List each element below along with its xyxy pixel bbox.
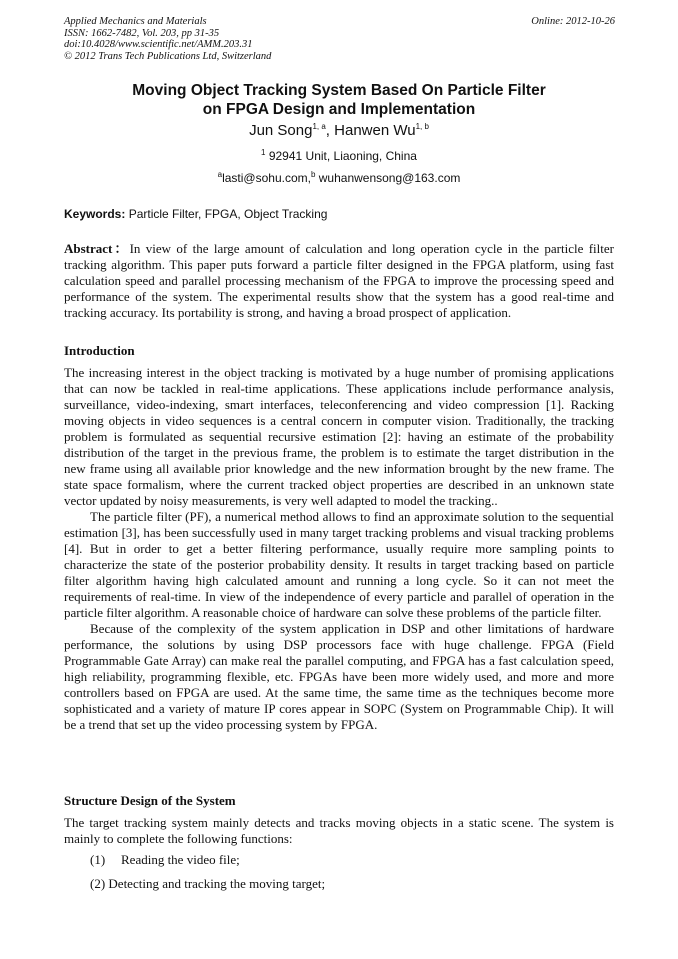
email-b[interactable]: wuhanwensong@163.com (315, 171, 461, 185)
list-item: (2) Detecting and tracking the moving target; (90, 876, 326, 891)
author-2-sup: 1, b (415, 122, 429, 131)
title-line-2: on FPGA Design and Implementation (202, 101, 476, 118)
section-heading-introduction: Introduction (64, 343, 135, 358)
email-a[interactable]: lasti@sohu.com, (222, 171, 311, 185)
affiliation-text: 92941 Unit, Liaoning, China (265, 149, 417, 163)
structure-body (64, 815, 614, 847)
paper-title (64, 81, 614, 119)
author-1-sup: 1, a (312, 122, 326, 131)
abstract-text: In view of the large amount of calculation and long operation cycle in the particle filter tracking algorithm. This paper puts forward a particle filter designed in the FPGA platform, using fast calculation speed and parallel processing mechanism of the FPGA to improve the processing speed and performance of the system. The experimental results show that the system has a good real-time and tracking accuracy. Its portability is strong, and having a broad prospect of application. (64, 241, 614, 320)
authors (64, 121, 614, 141)
section-heading-structure: Structure Design of the System (64, 793, 236, 808)
keywords-label: Keywords: (64, 207, 126, 221)
copyright: © 2012 Trans Tech Publications Ltd, Switzerland (64, 50, 272, 62)
author-2: Hanwen Wu (334, 122, 416, 139)
intro-paragraph-1: The increasing interest in the object tracking is motivated by a huge number of promising applications that can now be tackled in real-time applications. These applications include performance analysis, surveillance, video-indexing, smart interfaces, teleconferencing and video compression [1]. Racking moving objects in video sequences is a central concern in computer vision. Traditionally, the tracking problem is formulated as sequential recursive estimation [2]: having an estimate of the probability distribution of the target in the previous frame, the problem is to estimate the target distribution in the new frame using all available prior knowledge and the new information brought by the new frame. The state space formalism, where the current tracked object properties are described in an unknown state vector updated by noisy measurements, is very well adapted to model the tracking.. (64, 365, 614, 508)
doi: doi:10.4028/www.scientific.net/AMM.203.31 (64, 39, 253, 50)
structure-paragraph-1: The target tracking system mainly detects and tracks moving objects in a static scene. The system is mainly to complete the following functions: (64, 815, 614, 846)
email-b-sup: b (310, 170, 316, 179)
email-a-sup: a (217, 170, 223, 179)
affiliation (64, 148, 614, 164)
abstract-label: Abstract： (64, 241, 130, 256)
journal-name: Applied Mechanics and Materials (64, 16, 207, 27)
introduction-body (64, 365, 614, 733)
list-item-text: Reading the video file; (121, 852, 240, 867)
keywords-text: Particle Filter, FPGA, Object Tracking (125, 207, 328, 221)
emails (64, 170, 614, 186)
author-1: Jun Song (249, 122, 313, 139)
title-line-1: Moving Object Tracking System Based On Particle Filter (132, 82, 546, 99)
abstract (64, 241, 614, 321)
list-item-number: (1) (90, 852, 106, 867)
affiliation-sup: 1 (261, 148, 266, 157)
author-separator: , (325, 122, 335, 139)
issn: ISSN: 1662-7482, Vol. 203, pp 31-35 (64, 27, 220, 39)
list-item (90, 852, 240, 868)
intro-paragraph-2: The particle filter (PF), a numerical method allows to find an approximate solution to the sequential estimation [3], has been successfully used in many target tracking problems and visual tracking problems [4]. But in order to get a better filtering performance, usually require more sampling points to characterize the state of the posterior probability density. It results in target tracking based on particle filter algorithm having high calculated amount and running a long cycle. So it can not meet the requirements of real-time. In view of the independence of every particle and parallel of operation in the particle filter algorithm. A reasonable choice of hardware can solve these problems of the particle filter. (64, 509, 614, 620)
journal-header (64, 16, 271, 62)
keywords (64, 206, 327, 222)
intro-paragraph-3: Because of the complexity of the system application in DSP and other limitations of hardware performance, the solutions by using DSP processors face with huge challenge. FPGA (Field Programmable Gate Array) can make real the parallel computing, and FPGA has a fast calculation speed, high reliability, programming flexible, etc. FPGAs have been more widely used, and more and more controllers based on FPGA are used. At the same time, the same time as the techniques become more sophisticated and a variety of mature IP cores appear in SOPC (System on Programmable Chip). It will be a trend that set up the video processing system by FPGA. (64, 621, 614, 732)
online-date: Online: 2012-10-26 (531, 16, 615, 27)
